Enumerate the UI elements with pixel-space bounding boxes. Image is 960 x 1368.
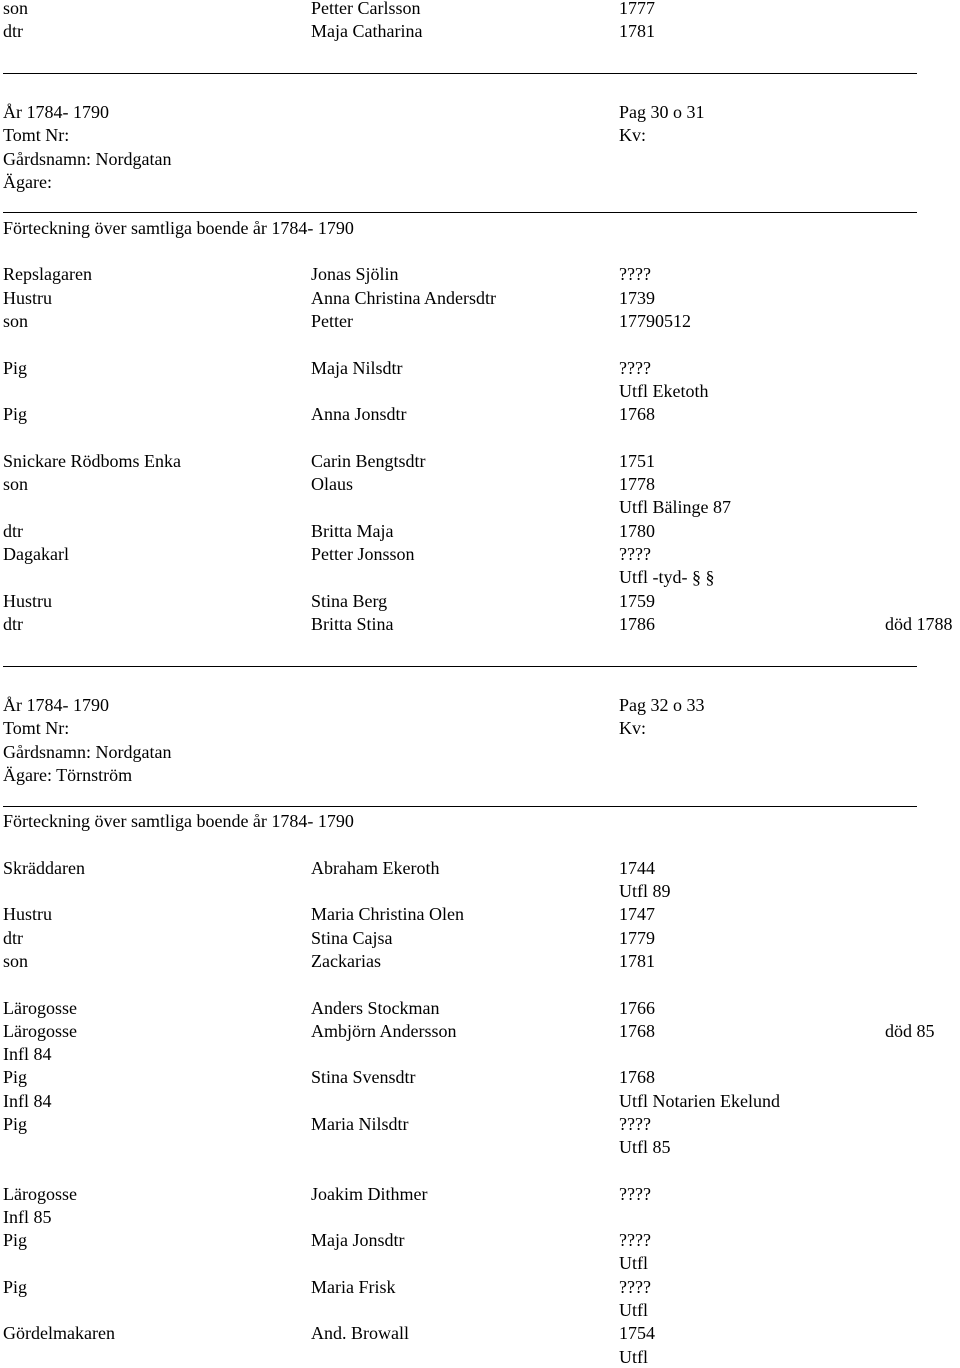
page-reference: Pag 32 o 33 xyxy=(619,695,705,715)
residents-heading xyxy=(0,810,960,832)
section-header-year xyxy=(0,694,960,716)
year-cell: Utfl xyxy=(619,1300,648,1320)
table-row xyxy=(0,1183,960,1205)
year-cell: 1768 xyxy=(619,404,655,424)
name-cell: Zackarias xyxy=(311,951,381,971)
year-cell: 1747 xyxy=(619,904,655,924)
farm-name xyxy=(0,148,960,170)
tomt-label: Tomt Nr: xyxy=(3,718,70,738)
note-cell: död 85 xyxy=(885,1021,935,1041)
year-cell: ???? xyxy=(619,1277,651,1297)
table-row xyxy=(0,20,960,42)
role-cell: Hustru xyxy=(3,288,52,308)
role-cell: Hustru xyxy=(3,904,52,924)
year-cell: 1768 xyxy=(619,1021,655,1041)
farm-name-label: Gårdsnamn: Nordgatan xyxy=(3,149,172,169)
role-cell: Pig xyxy=(3,358,28,378)
table-row xyxy=(0,1346,960,1368)
year-cell: 1754 xyxy=(619,1323,655,1343)
name-cell: And. Browall xyxy=(311,1323,409,1343)
year-cell: Utfl Eketoth xyxy=(619,381,709,401)
role-cell: Dagakarl xyxy=(3,544,69,564)
name-cell: Maria Christina Olen xyxy=(311,904,464,924)
table-row xyxy=(0,403,960,425)
name-cell: Maria Nilsdtr xyxy=(311,1114,409,1134)
separator-rule xyxy=(3,806,917,807)
name-cell: Joakim Dithmer xyxy=(311,1184,428,1204)
role-cell: son xyxy=(3,951,29,971)
separator-rule xyxy=(3,73,917,74)
section-header-tomt xyxy=(0,124,960,146)
owner xyxy=(0,171,960,193)
note-cell: död 1788 xyxy=(885,614,953,634)
name-cell: Stina Cajsa xyxy=(311,928,393,948)
year-cell: 1777 xyxy=(619,0,655,18)
role-cell: Pig xyxy=(3,1067,28,1087)
table-row xyxy=(0,857,960,879)
table-row xyxy=(0,1252,960,1274)
year-cell: Utfl 89 xyxy=(619,881,671,901)
role-cell: Lärogosse xyxy=(3,998,77,1018)
year-cell: 1759 xyxy=(619,591,655,611)
table-row xyxy=(0,496,960,518)
table-row xyxy=(0,310,960,332)
year-cell: 1786 xyxy=(619,614,655,634)
table-row xyxy=(0,1066,960,1088)
table-row xyxy=(0,357,960,379)
kv-label: Kv: xyxy=(619,718,646,738)
table-row xyxy=(0,927,960,949)
name-cell: Ambjörn Andersson xyxy=(311,1021,457,1041)
year-cell: Utfl -tyd- § § xyxy=(619,567,715,587)
role-cell: son xyxy=(3,0,29,18)
role-cell: Pig xyxy=(3,1114,28,1134)
table-row xyxy=(0,880,960,902)
year-cell: 1768 xyxy=(619,1067,655,1087)
owner-label: Ägare: xyxy=(3,172,52,192)
table-row xyxy=(0,543,960,565)
table-row xyxy=(0,950,960,972)
year-range-label: År 1784- 1790 xyxy=(3,695,109,715)
section-header-tomt xyxy=(0,717,960,739)
table-row xyxy=(0,1136,960,1158)
table-row xyxy=(0,1090,960,1112)
role-cell: Pig xyxy=(3,404,28,424)
year-cell: 1751 xyxy=(619,451,655,471)
year-cell: Utfl Notarien Ekelund xyxy=(619,1091,780,1111)
year-cell: ???? xyxy=(619,1114,651,1134)
year-cell: Utfl xyxy=(619,1347,648,1367)
name-cell: Britta Maja xyxy=(311,521,394,541)
table-row xyxy=(0,287,960,309)
name-cell: Britta Stina xyxy=(311,614,394,634)
table-row xyxy=(0,1113,960,1135)
table-row xyxy=(0,1299,960,1321)
role-cell: Hustru xyxy=(3,591,52,611)
table-row xyxy=(0,1276,960,1298)
farm-name xyxy=(0,741,960,763)
name-cell: Petter Jonsson xyxy=(311,544,415,564)
name-cell: Anna Christina Andersdtr xyxy=(311,288,496,308)
year-cell: ???? xyxy=(619,1184,651,1204)
year-cell: 1739 xyxy=(619,288,655,308)
name-cell: Stina Berg xyxy=(311,591,388,611)
year-range-label: År 1784- 1790 xyxy=(3,102,109,122)
separator-rule xyxy=(3,666,917,667)
year-cell: ???? xyxy=(619,544,651,564)
name-cell: Maja Catharina xyxy=(311,21,423,41)
tomt-label: Tomt Nr: xyxy=(3,125,70,145)
year-cell: Utfl xyxy=(619,1253,648,1273)
role-cell: son xyxy=(3,311,29,331)
table-row xyxy=(0,473,960,495)
year-cell: Utfl Bälinge 87 xyxy=(619,497,731,517)
table-row xyxy=(0,1020,960,1042)
name-cell: Jonas Sjölin xyxy=(311,264,399,284)
role-cell: Pig xyxy=(3,1277,28,1297)
name-cell: Anna Jonsdtr xyxy=(311,404,407,424)
section-header-year xyxy=(0,101,960,123)
role-cell: Lärogosse xyxy=(3,1184,77,1204)
table-row xyxy=(0,997,960,1019)
year-cell: ???? xyxy=(619,358,651,378)
table-row xyxy=(0,590,960,612)
name-cell: Carin Bengtsdtr xyxy=(311,451,426,471)
name-cell: Stina Svensdtr xyxy=(311,1067,416,1087)
table-row xyxy=(0,1206,960,1228)
owner-label: Ägare: Törnström xyxy=(3,765,133,785)
role-cell: dtr xyxy=(3,614,23,634)
role-cell: Pig xyxy=(3,1230,28,1250)
role-cell: Infl 85 xyxy=(3,1207,52,1227)
kv-label: Kv: xyxy=(619,125,646,145)
year-cell: 1781 xyxy=(619,21,655,41)
table-row xyxy=(0,566,960,588)
name-cell: Maja Nilsdtr xyxy=(311,358,403,378)
name-cell: Petter Carlsson xyxy=(311,0,421,18)
table-row xyxy=(0,520,960,542)
table-row xyxy=(0,1322,960,1344)
table-row xyxy=(0,263,960,285)
name-cell: Petter xyxy=(311,311,353,331)
role-cell: dtr xyxy=(3,521,23,541)
table-row xyxy=(0,1229,960,1251)
name-cell: Olaus xyxy=(311,474,353,494)
name-cell: Anders Stockman xyxy=(311,998,440,1018)
residents-heading xyxy=(0,217,960,239)
table-row xyxy=(0,1043,960,1065)
owner xyxy=(0,764,960,786)
table-row xyxy=(0,380,960,402)
name-cell: Abraham Ekeroth xyxy=(311,858,440,878)
year-cell: 17790512 xyxy=(619,311,691,331)
farm-name-label: Gårdsnamn: Nordgatan xyxy=(3,742,172,762)
role-cell: Skräddaren xyxy=(3,858,85,878)
role-cell: Repslagaren xyxy=(3,264,92,284)
table-row xyxy=(0,450,960,472)
name-cell: Maria Frisk xyxy=(311,1277,396,1297)
name-cell: Maja Jonsdtr xyxy=(311,1230,405,1250)
separator-rule xyxy=(3,212,917,213)
role-cell: dtr xyxy=(3,21,23,41)
role-cell: Infl 84 xyxy=(3,1044,52,1064)
year-cell: Utfl 85 xyxy=(619,1137,671,1157)
page-reference: Pag 30 o 31 xyxy=(619,102,705,122)
residents-heading-text: Förteckning över samtliga boende år 1784- 1790 xyxy=(3,218,354,238)
role-cell: son xyxy=(3,474,29,494)
table-row xyxy=(0,903,960,925)
year-cell: 1744 xyxy=(619,858,655,878)
year-cell: 1766 xyxy=(619,998,655,1018)
year-cell: 1779 xyxy=(619,928,655,948)
role-cell: Snickare Rödboms Enka xyxy=(3,451,181,471)
role-cell: dtr xyxy=(3,928,23,948)
role-cell: Gördelmakaren xyxy=(3,1323,115,1343)
table-row xyxy=(0,613,960,635)
year-cell: 1781 xyxy=(619,951,655,971)
year-cell: ???? xyxy=(619,1230,651,1250)
residents-heading-text: Förteckning över samtliga boende år 1784- 1790 xyxy=(3,811,354,831)
table-row xyxy=(0,0,960,19)
year-cell: 1778 xyxy=(619,474,655,494)
year-cell: 1780 xyxy=(619,521,655,541)
role-cell: Lärogosse xyxy=(3,1021,77,1041)
role-cell: Infl 84 xyxy=(3,1091,52,1111)
year-cell: ???? xyxy=(619,264,651,284)
